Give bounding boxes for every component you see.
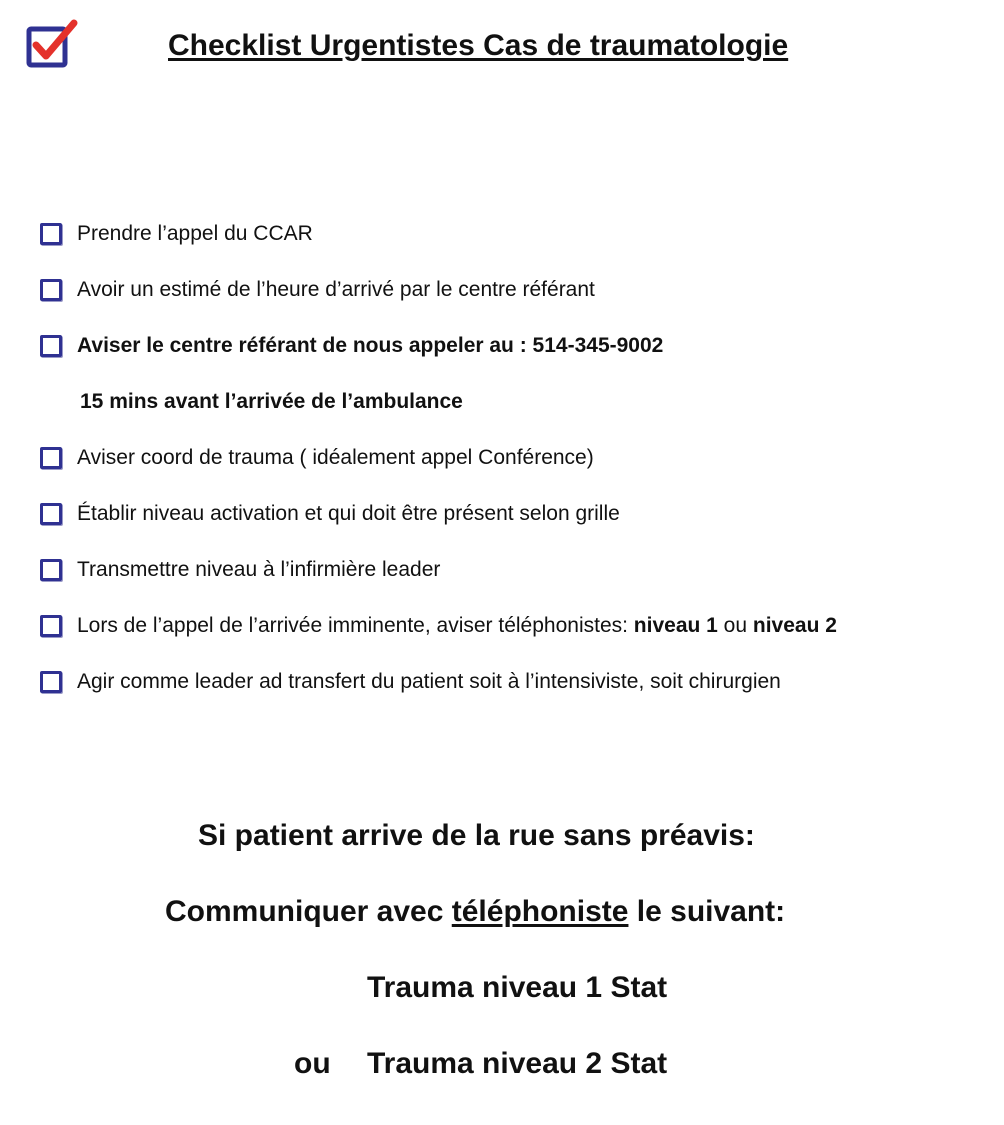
item-label: Transmettre niveau à l’infirmière leader (77, 558, 441, 581)
checkbox[interactable] (40, 447, 62, 469)
checkbox[interactable] (40, 503, 62, 525)
list-item-continuation (40, 374, 980, 430)
item-text-part: Lors de l’appel de l’arrivée imminente, aviser téléphonistes: (77, 614, 634, 637)
instruction-part: Communiquer avec (165, 895, 452, 928)
checkbox[interactable] (40, 223, 62, 245)
trauma-level-1-call: Trauma niveau 1 Stat (367, 971, 668, 1004)
item-label: Établir niveau activation et qui doit être présent selon grille (77, 502, 620, 525)
trauma-level-2-call: Trauma niveau 2 Stat (367, 1047, 668, 1080)
list-item (40, 486, 980, 542)
item-label: Agir comme leader ad transfert du patient soit à l’intensiviste, soit chirurgien (77, 670, 781, 693)
item-label: Prendre l’appel du CCAR (77, 222, 313, 245)
item-label: Aviser le centre référant de nous appeler au : 514-345-9002 (77, 334, 664, 357)
item-label: Aviser coord de trauma ( idéalement appel Conférence) (77, 446, 594, 469)
list-item (40, 430, 980, 486)
operator-word: téléphoniste (451, 895, 629, 928)
checklist (40, 206, 980, 710)
list-item (40, 654, 980, 710)
list-item (40, 262, 980, 318)
checkbox[interactable] (40, 615, 62, 637)
no-notice-heading: Si patient arrive de la rue sans préavis: (198, 819, 755, 852)
checkbox[interactable] (40, 671, 62, 693)
checked-box-icon (24, 18, 80, 72)
item-label (77, 613, 837, 639)
instruction-part: le suivant: (628, 895, 786, 928)
checkbox[interactable] (40, 335, 62, 357)
page-title: Checklist Urgentistes Cas de traumatologie (168, 29, 789, 62)
level-1-text: niveau 1 (633, 614, 718, 637)
checkbox[interactable] (40, 279, 62, 301)
item-text-part: ou (717, 614, 753, 637)
or-label: ou (294, 1047, 331, 1080)
level-2-text: niveau 2 (752, 614, 837, 637)
list-item (40, 318, 980, 374)
list-item (40, 542, 980, 598)
checkbox[interactable] (40, 559, 62, 581)
communicate-instruction (165, 894, 785, 930)
item-label: 15 mins avant l’arrivée de l’ambulance (80, 390, 463, 413)
item-label: Avoir un estimé de l’heure d’arrivé par le centre référant (77, 278, 595, 301)
list-item (40, 206, 980, 262)
list-item (40, 598, 980, 654)
